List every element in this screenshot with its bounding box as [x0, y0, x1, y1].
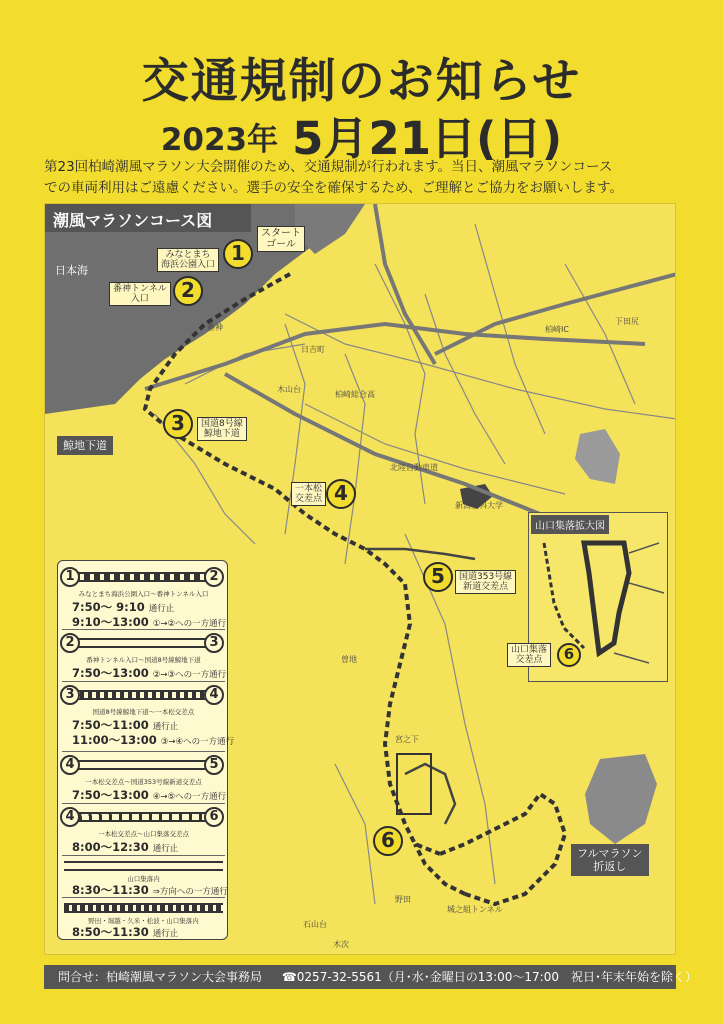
legend-divider — [62, 855, 225, 856]
legend-time: 7:50〜 9:10 通行止 — [72, 600, 175, 614]
contact-office: 問合せ：柏崎潮風マラソン大会事務局 — [58, 970, 263, 984]
intro-line-1: 第23回柏崎潮風マラソン大会開催のため、交通規制が行われます。当日、潮風マラソンコース — [44, 159, 613, 175]
marker-4: 4 — [326, 479, 356, 509]
legend-note: 番神トンネル入口〜国道8号線鯨地下道 — [86, 656, 201, 664]
contact-footer — [44, 965, 697, 989]
legend-time: 7:50〜13:00 ②→③への一方通行 — [72, 666, 227, 680]
tag-marker-6: 山口集落 交差点 — [507, 643, 551, 667]
hill-area — [575, 429, 620, 484]
marker-5: 5 — [423, 562, 453, 592]
tag-kujira: 鯨地下道 — [57, 436, 113, 455]
legend-time: 11:00〜13:00 ③→④への一方通行 — [72, 733, 235, 747]
tag-marker-2: 番神トンネル 入口 — [109, 282, 171, 306]
legend-to: 3 — [204, 633, 224, 653]
legend-from: 4 — [60, 807, 80, 827]
legend-time: 8:30〜11:30 ⇒方向への一方通行 — [72, 883, 228, 897]
legend-divider — [62, 681, 225, 682]
inset-map — [511, 512, 668, 682]
poster-title: 交通規制のお知らせ — [141, 54, 582, 109]
legend-divider — [62, 897, 225, 898]
legend-from: 4 — [60, 755, 80, 775]
legend-to: 4 — [204, 685, 224, 705]
intro-line-2: での車両利用はご遠慮ください。選手の安全を確保するため、ご理解とご協力をお願いします。 — [44, 180, 623, 196]
legend-to: 5 — [204, 755, 224, 775]
legend-note: 一本松交差点〜山口集落交差点 — [98, 830, 189, 838]
legend-time: 8:00〜12:30 通行止 — [72, 840, 179, 854]
road-label: 柏崎IC — [545, 325, 569, 334]
tag-full-return: フルマラソン 折返し — [571, 844, 649, 876]
hill-area-2 — [585, 754, 657, 844]
road-label: 曽地 — [341, 655, 357, 664]
legend-bar — [64, 812, 223, 822]
legend-to: 6 — [204, 807, 224, 827]
legend-time: 7:50〜11:00 通行止 — [72, 718, 179, 732]
legend-bar — [64, 760, 223, 770]
legend-divider — [62, 629, 225, 630]
road-label: 城之組トンネル — [447, 905, 503, 914]
legend-bar — [64, 638, 223, 648]
road-label: 木山台 — [277, 385, 301, 394]
inset-focus-box — [397, 754, 431, 814]
legend-note: 山口集落内 — [127, 875, 160, 883]
legend-time: 8:50〜11:30 通行止 — [72, 925, 179, 939]
legend-bar — [64, 690, 223, 700]
legend-time: 9:10〜13:00 ①→②への一方通行 — [72, 615, 227, 629]
contact-phone: ☎0257-32-5561（月･水･金曜日の13:00〜17:00 祝日･年末年始を除く） — [281, 970, 697, 984]
tag-marker-5: 国道353号線 新道交差点 — [455, 570, 516, 594]
tag-marker-4: 一本松 交差点 — [291, 482, 326, 506]
legend-from: 2 — [60, 633, 80, 653]
legend-note: 野田・堀越・久米・松波・山口集落内 — [88, 917, 199, 925]
road-label: 柏崎総合高 — [335, 390, 375, 399]
legend-note: 国道8号線鯨地下道〜一本松交差点 — [92, 708, 195, 716]
marker-6-main: 6 — [373, 826, 403, 856]
legend-to: 2 — [204, 567, 224, 587]
tag-start-goal: スタート ゴール — [257, 226, 305, 252]
legend-from: 1 — [60, 567, 80, 587]
marker-1: 1 — [223, 239, 253, 269]
road-label: 木次 — [333, 940, 349, 949]
marker-3: 3 — [163, 409, 193, 439]
event-year: 2023年 — [160, 122, 279, 158]
legend-divider — [62, 751, 225, 752]
road-label: 石山台 — [303, 920, 327, 929]
road-label: 新潟工科大学 — [455, 501, 503, 510]
legend-bar — [64, 861, 223, 871]
road-label: 番神 — [207, 323, 223, 332]
legend-from: 3 — [60, 685, 80, 705]
course-map — [44, 203, 676, 955]
legend-divider — [62, 803, 225, 804]
legend-time: 7:50〜13:00 ④→⑤への一方通行 — [72, 788, 227, 802]
road-label: 野田 — [395, 895, 411, 904]
road-label: 日吉町 — [301, 345, 325, 354]
road-label: 宮之下 — [395, 735, 419, 744]
legend-note: みなとまち海浜公園入口〜番神トンネル入口 — [78, 590, 209, 598]
marker-6-inset: 6 — [557, 643, 581, 667]
sea-label: 日本海 — [55, 264, 88, 277]
legend-bar — [64, 572, 223, 582]
map-panel-title: 潮風マラソンコース図 — [45, 204, 251, 232]
inset-title: 山口集落拡大図 — [531, 515, 609, 534]
legend-note: 一本松交差点〜国道353号線新道交差点 — [85, 778, 202, 786]
legend-bar — [64, 903, 223, 913]
tag-marker-1: みなとまち 海浜公園入口 — [157, 248, 219, 272]
road-label: 北陸自動車道 — [390, 463, 438, 472]
road-label: 下田尻 — [615, 317, 639, 326]
intro-text — [44, 157, 684, 199]
event-day: 5月21日(日) — [292, 112, 563, 165]
regulation-legend — [57, 560, 235, 940]
tag-marker-3: 国道8号線 鯨地下道 — [197, 417, 247, 441]
marker-2: 2 — [173, 276, 203, 306]
